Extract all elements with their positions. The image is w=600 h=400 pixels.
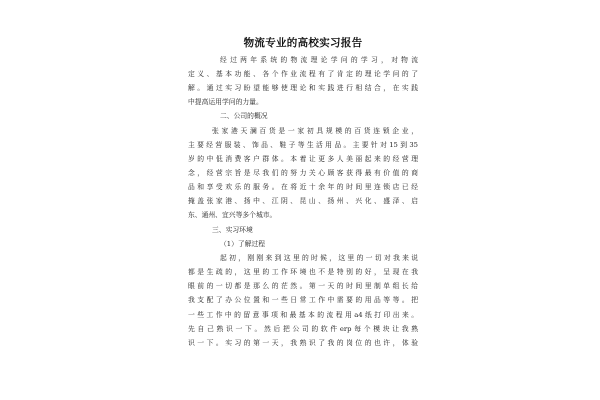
document-title: 物流专业的高校实习报告 <box>243 37 363 49</box>
text-line: 主要经营服装、饰品、鞋子等生活用品。主要针对15到35 <box>188 141 418 149</box>
text-line: 经过两年系统的物流理论学问的学习，对物流 <box>220 56 418 64</box>
text-line: 中提高运用学问的力量。 <box>188 98 263 106</box>
text-line: 都是生疏的，这里的工作环境也不是特别的好，呈现在我 <box>188 268 418 276</box>
text-line: 三、实习环境 <box>212 226 253 234</box>
text-line: 起初，刚刚来到这里的时候，这里的一切对我来说 <box>220 254 418 262</box>
text-line: 岁的中低消费客户群体。本着让更多人美丽起来的经营理 <box>188 155 418 163</box>
text-line: 解。通过实习盼望能够使理论和实践进行相结合，在实践 <box>188 84 418 92</box>
text-line: 我支配了办公位置和一些日常工作中需要的用品等等。把 <box>188 296 418 304</box>
text-line: 定义、基本功能、各个作业流程有了肯定的理论学问的了 <box>188 70 418 78</box>
text-line: 眼前的一切都是那么的茫然。第一天的时间里制单组长给 <box>188 282 418 290</box>
text-line: 一些工作中的留意事项和最基本的流程用a4纸打印出来。 <box>188 311 418 319</box>
text-line: 品和享受欢乐的服务。在将近十余年的时间里连锁店已经 <box>188 183 418 191</box>
text-line: 张家港天澜百货是一家初具规模的百货连锁企业， <box>212 127 418 135</box>
text-line: 掩盖张家港、扬中、江阴、昆山、扬州、兴化、盛泽、启 <box>188 197 418 205</box>
document-page <box>188 0 418 400</box>
text-line: 识一下。实习的第一天，我熟识了我的岗位的也许，体验 <box>188 339 418 347</box>
text-line: （1）了解过程 <box>220 240 266 248</box>
text-line: 二、公司的概况 <box>220 112 268 120</box>
text-line: 东、通州、宜兴等多个城市。 <box>188 211 277 219</box>
text-line: 先自己熟识一下。然后把公司的软件erp每个模块让我熟 <box>188 325 418 333</box>
text-line: 念，经营宗旨是尽我们的努力关心顾客获得最有价值的商 <box>188 169 418 177</box>
